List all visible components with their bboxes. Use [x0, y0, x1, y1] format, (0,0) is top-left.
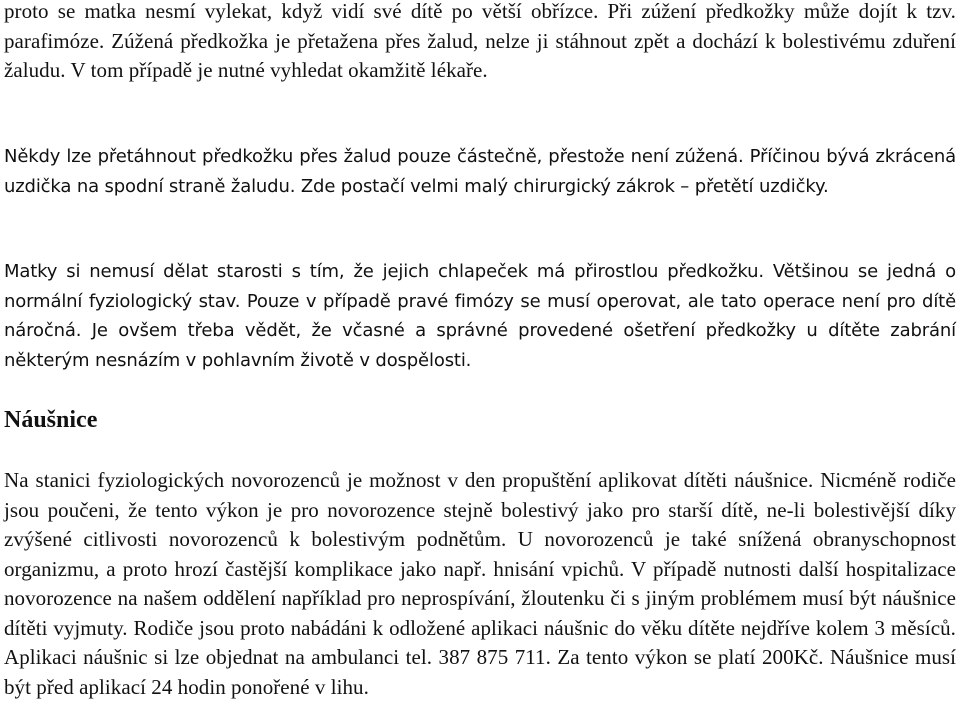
section-heading-earrings: Náušnice: [4, 407, 98, 433]
paragraph-earrings: Na stanici fyziologických novorozenců je možnost v den propuštění aplikovat dítěti náušnice. Nicméně rodiče jsou poučeni, že tento výkon je pro novorozence stejně bolestivý jako pro starší dítě, ne-li bolestivější díky zvýšené citlivosti novorozenců k bolestivým podnětům. U novorozenců je také snížená obranyschopnost organizmu, a proto hrozí častější komplikace jako např. hnisání vpichů. V případě nutnosti další hospitalizace novorozence na našem oddělení například pro neprospívání, žloutenku či s jiným problémem musí být náušnice dítěti vyjmuty. Rodiče jsou proto nabádáni k odložené aplikaci náušnic do věku dítěte nejdříve kolem 3 měsíců. Aplikaci náušnic si lze objednat na ambulanci tel. 387 875 711. Za tento výkon se platí 200Kč. Náušnice musí být před aplikací 24 hodin ponořené v lihu.: [4, 468, 956, 699]
paragraph-foreskin-phimosis: Matky si nemusí dělat starosti s tím, že jejich chlapeček má přirostlou předkožku. Většinou se jedná o normální fyziologický stav. Pouze v případě pravé fimózy se musí operovat, ale tato operace není pro dítě náročná. Je ovšem třeba vědět, že včasné a správné provedené ošetření předkožky u dítěte zabrání některým nesnázím v pohlavním životě v dospělosti.: [4, 261, 956, 371]
paragraph-frenulum: Někdy lze přetáhnout předkožku přes žalud pouze částečně, přestože není zúžená. Příčinou bývá zkrácená uzdička na spodní straně žaludu. Zde postačí velmi malý chirurgický zákrok – přetětí uzdičky.: [4, 146, 956, 197]
paragraph-circumcision-paraphimosis: proto se matka nesmí vylekat, když vidí své dítě po větší obřízce. Při zúžení předkožky může dojít k tzv. parafimóze. Zúžená předkožka je přetažena přes žalud, nelze ji stáhnout zpět a dochází k bolestivému zduření žaludu. V tom případě je nutné vyhledat okamžitě lékaře.: [4, 0, 956, 82]
